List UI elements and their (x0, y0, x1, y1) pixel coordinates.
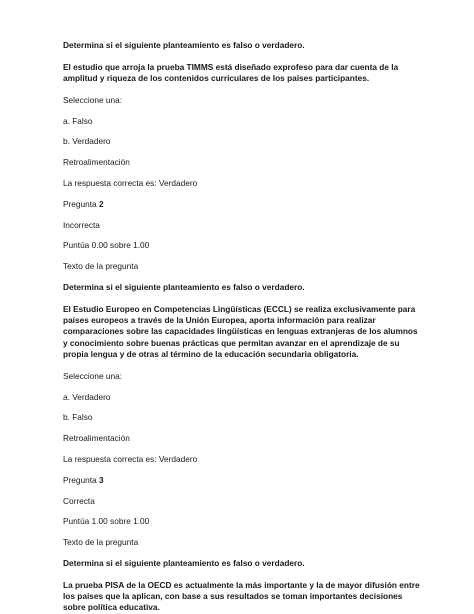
q2-text-label: Texto de la pregunta (63, 261, 139, 272)
q3-header-label: Pregunta (63, 474, 99, 485)
q3-status: Correcta (63, 495, 95, 506)
q1-statement: El estudio que arroja la prueba TIMMS está diseñado exprofeso para dar cuenta de la amplitud y riqueza de los contenidos curriculares de los países participantes. (63, 61, 399, 84)
q3-score: Puntúa 1.00 sobre 1.00 (63, 516, 150, 527)
q3-header (63, 475, 422, 486)
q2-status: Incorrecta (63, 219, 100, 230)
q1-correct-answer: La respuesta correcta es: Verdadero (63, 178, 198, 189)
q3-header-number: 3 (98, 474, 104, 485)
q2-header-label: Pregunta (63, 198, 99, 209)
q1-feedback-label: Retroalimentación (63, 157, 130, 168)
q3-statement: La prueba PISA de la OECD es actualmente la más importante y la de mayor difusión entre los países que la aplican, con base a sus resultados se toman importantes decisiones sobre política educativa. (63, 579, 420, 613)
q2-correct-answer: La respuesta correcta es: Verdadero (63, 454, 198, 465)
q2-option-b: b. Falso (63, 412, 93, 423)
q2-prompt: Determina si el siguiente planteamiento es falso o verdadero. (63, 282, 305, 293)
q1-option-a: a. Falso (63, 115, 93, 126)
q2-statement: El Estudio Europeo en Competencias Lingüísticas (ECCL) se realiza exclusivamente para países europeos a través de la Unión Europea, aporta información para realizar comparaciones sobre las capacidades lingüísticas en lenguas extranjeras de los alumnos y conocimiento sobre buenas prácticas que permitan avanzar en el aprendizaje de su propia lengua y de otras al término de la educación secundaria obligatoria. (63, 303, 418, 360)
q2-header (63, 199, 422, 210)
q1-option-b: b. Verdadero (63, 136, 111, 147)
q2-feedback-label: Retroalimentación (63, 433, 130, 444)
q2-option-a: a. Verdadero (63, 391, 111, 402)
q2-select-label: Seleccione una: (63, 370, 123, 381)
q1-select-label: Seleccione una: (63, 94, 123, 105)
q3-prompt: Determina si el siguiente planteamiento es falso o verdadero. (63, 558, 305, 569)
q2-header-number: 2 (98, 198, 104, 209)
q2-score: Puntúa 0.00 sobre 1.00 (63, 240, 150, 251)
q3-text-label: Texto de la pregunta (63, 537, 139, 548)
q1-prompt: Determina si el siguiente planteamiento es falso o verdadero. (63, 40, 305, 50)
